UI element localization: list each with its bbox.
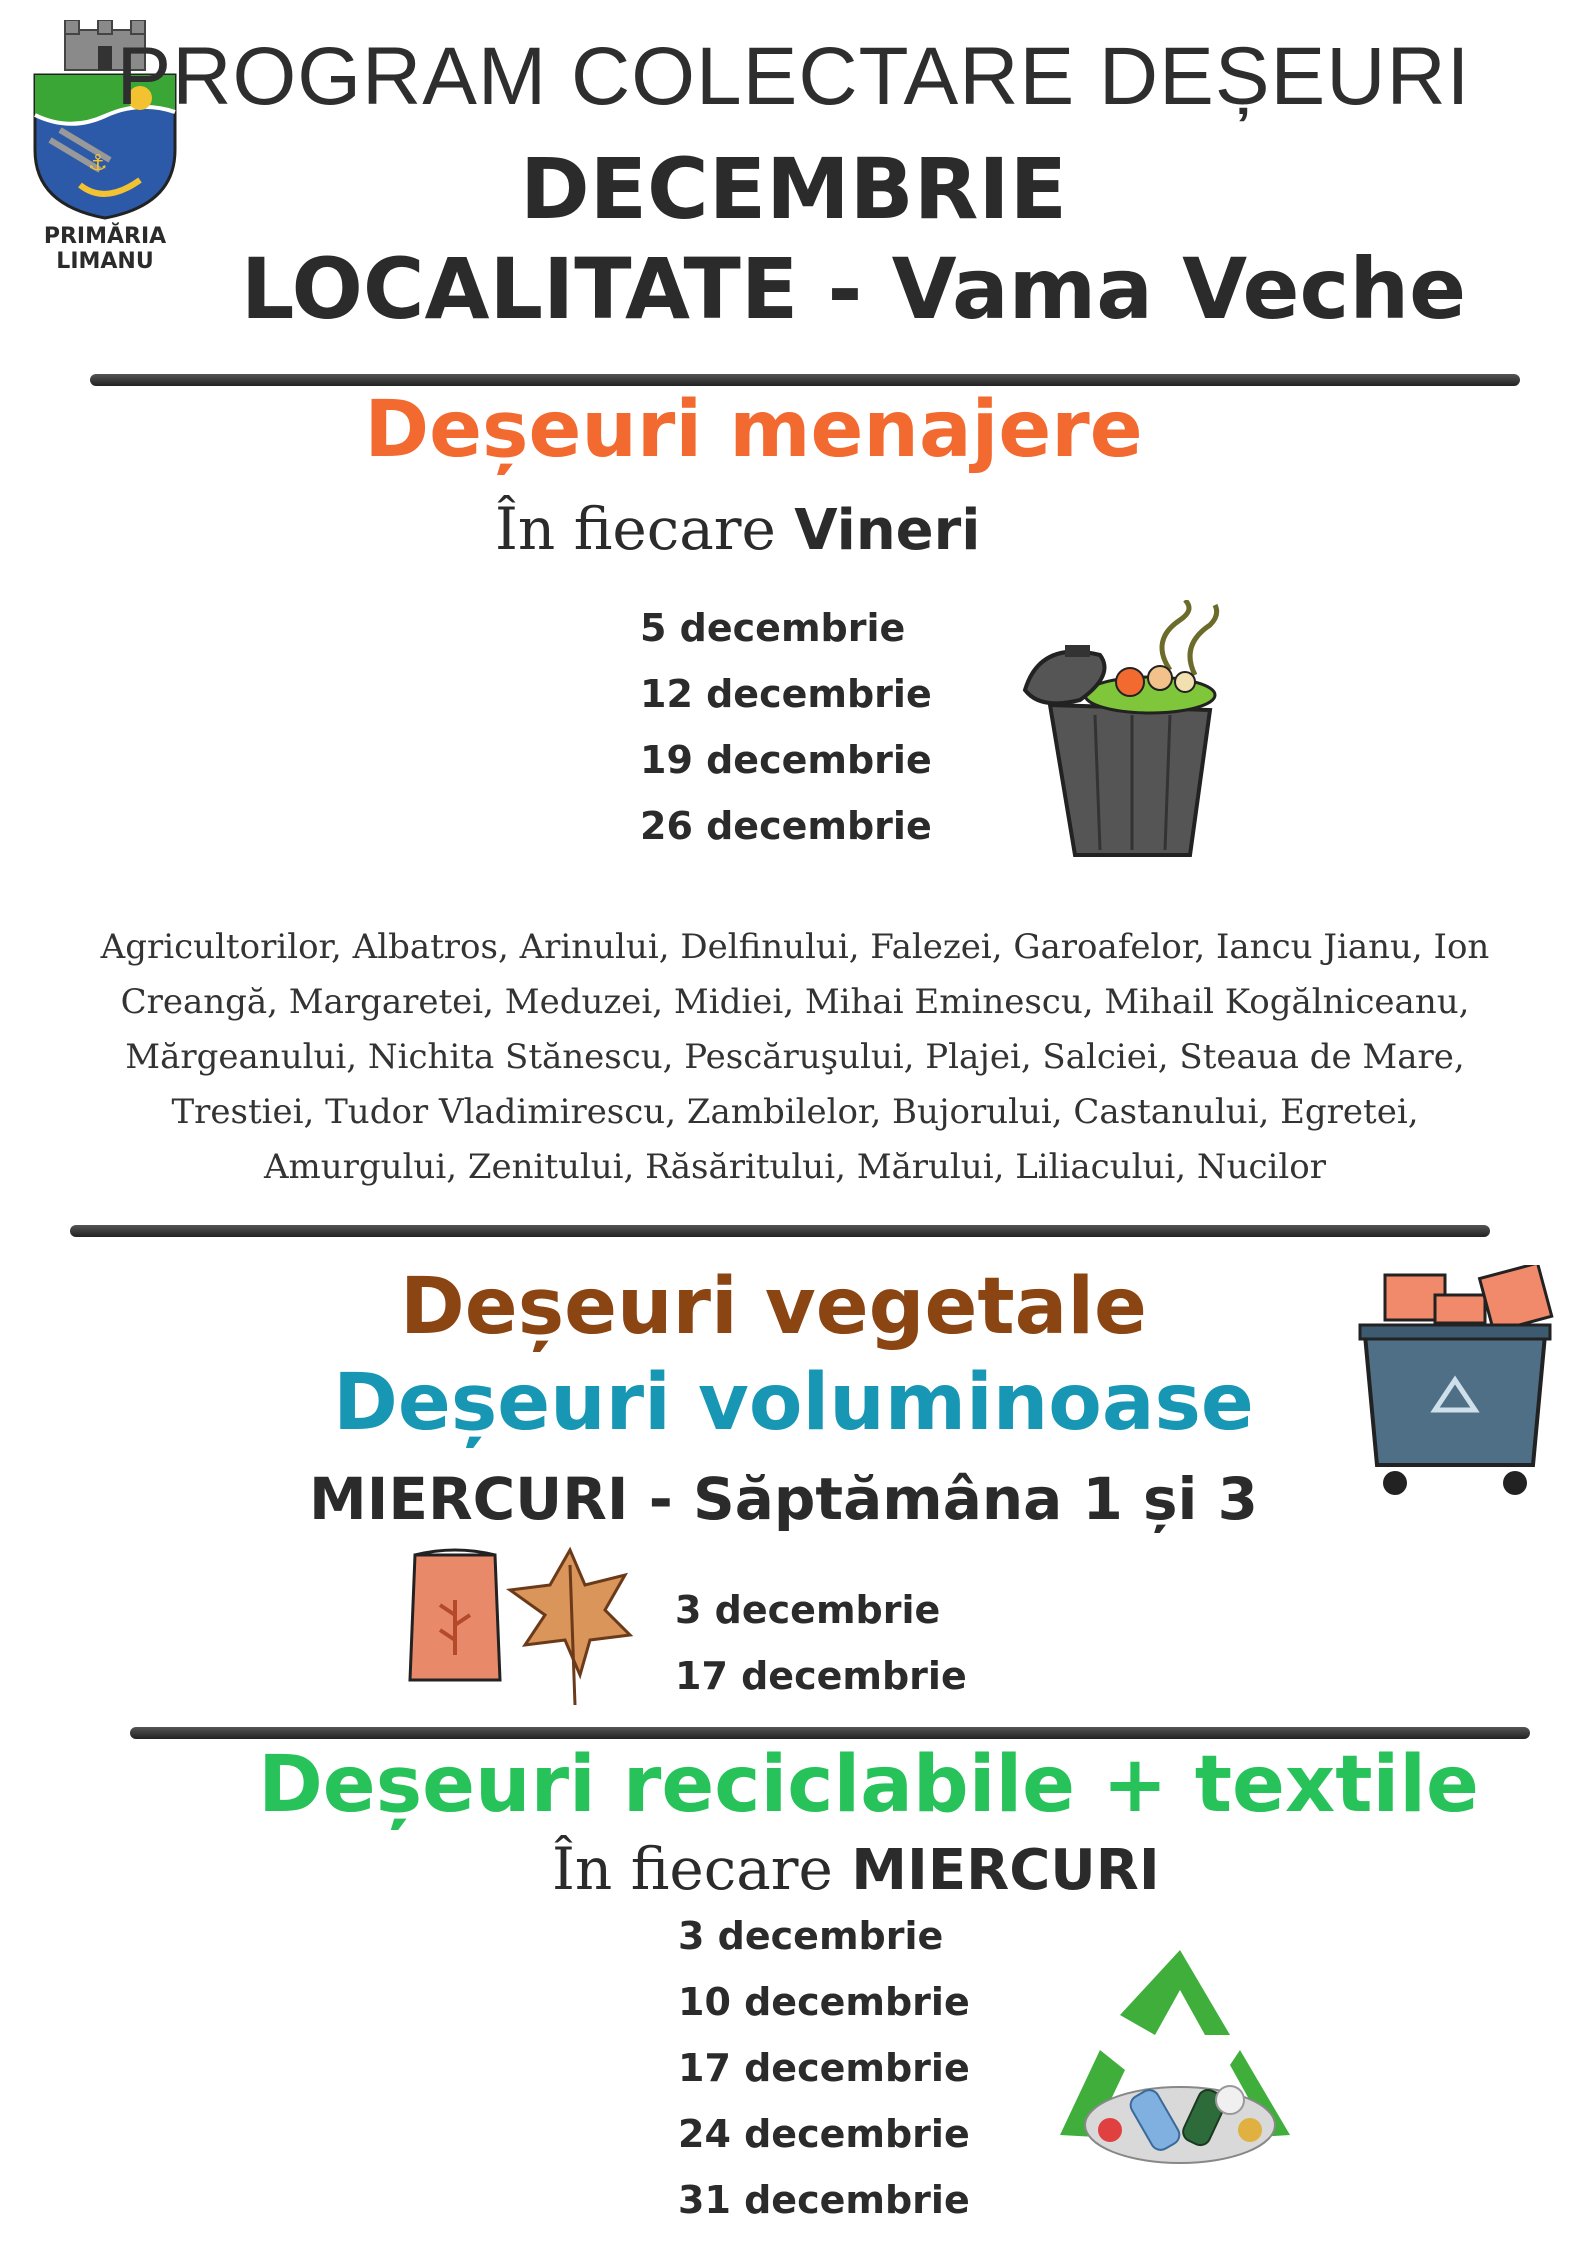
vegetale-schedule: MIERCURI - Săptămâna 1 și 3 xyxy=(309,1465,1258,1533)
date-item: 31 decembrie xyxy=(678,2178,970,2222)
date-item: 3 decembrie xyxy=(678,1914,944,1958)
emblem-label-primaria: PRIMĂRIA xyxy=(43,224,167,249)
frequency-prefix: În fiecare xyxy=(552,1835,833,1903)
menajere-streets: Agricultorilor, Albatros, Arinului, Delfinului, Falezei, Garoafelor, Iancu Jianu, Ion Creangă, Margaretei, Meduzei, Midiei, Mihai Eminescu, Mihail Kogălniceanu, Mărgeanului, Nichita Stănescu, Pescăruşului, Plajei, Salciei, Steaua de Mare, Trestiei, Tudor Vladimirescu, Zambilelor, Bujorului, Castanului, Egretei, Amurgului, Zenitului, Răsăritului, Mărului, Liliacului, Nucilor xyxy=(100,927,1490,1187)
divider xyxy=(70,1225,1490,1237)
divider xyxy=(130,1727,1530,1739)
date-item: 17 decembrie xyxy=(675,1654,967,1698)
autumn-leaf-icon xyxy=(505,1545,635,1710)
reciclabile-title: Deșeuri reciclabile + textile xyxy=(258,1740,1479,1830)
date-item: 3 decembrie xyxy=(675,1588,941,1632)
vegetale-title: Deșeuri vegetale xyxy=(400,1262,1147,1352)
reciclabile-dates xyxy=(678,1903,970,2233)
vegetale-dates xyxy=(675,1577,967,1709)
page-title: PROGRAM COLECTARE DEȘEURI xyxy=(116,31,1471,122)
menajere-frequency xyxy=(495,495,980,563)
date-item: 26 decembrie xyxy=(640,804,932,848)
date-item: 24 decembrie xyxy=(678,2112,970,2156)
bulky-waste-container-icon xyxy=(1355,1265,1555,1505)
date-item: 12 decembrie xyxy=(640,672,932,716)
voluminoase-title: Deșeuri voluminoase xyxy=(333,1358,1254,1448)
frequency-day: MIERCURI xyxy=(851,1838,1160,1903)
month-title: DECEMBRIE xyxy=(519,140,1068,238)
menajere-title: Deșeuri menajere xyxy=(364,385,1143,475)
reciclabile-frequency xyxy=(552,1835,1160,1903)
date-item: 17 decembrie xyxy=(678,2046,970,2090)
date-item: 5 decembrie xyxy=(640,606,906,650)
leaf-bag-icon xyxy=(405,1545,505,1690)
locality-title: LOCALITATE - Vama Veche xyxy=(240,240,1467,338)
date-item: 10 decembrie xyxy=(678,1980,970,2024)
menajere-dates xyxy=(640,595,932,859)
svg-text:⚓: ⚓ xyxy=(88,151,108,176)
recycle-icon xyxy=(1040,1940,1320,2190)
emblem-label-limanu: LIMANU xyxy=(56,249,154,274)
date-item: 19 decembrie xyxy=(640,738,932,782)
frequency-day: Vineri xyxy=(794,498,981,563)
trash-bin-icon xyxy=(1020,600,1240,870)
frequency-prefix: În fiecare xyxy=(495,495,776,563)
